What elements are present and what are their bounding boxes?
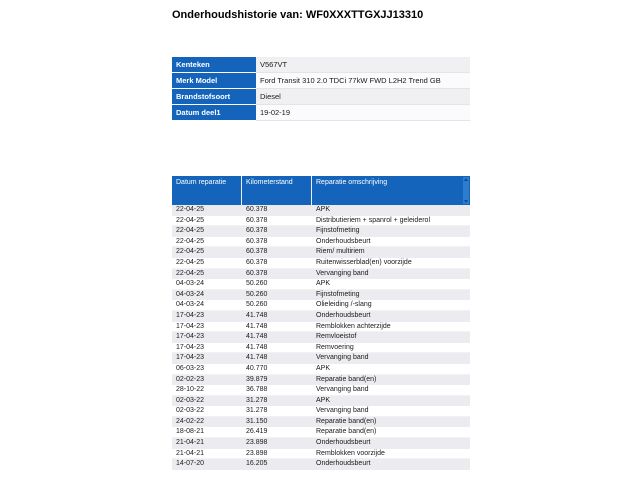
cell-datum-reparatie: 18-08-21 bbox=[176, 428, 205, 436]
page-title: Onderhoudshistorie van: WF0XXXTTGXJJ13310 bbox=[172, 9, 424, 21]
table-row bbox=[172, 216, 470, 227]
cell-datum-reparatie: 17-04-23 bbox=[176, 354, 205, 362]
table-row bbox=[172, 343, 470, 354]
cell-reparatie-omschrijving: Vervanging band bbox=[316, 354, 369, 362]
service-history-table bbox=[172, 176, 470, 470]
cell-kilometerstand: 41.748 bbox=[246, 311, 268, 319]
cell-reparatie-omschrijving: Ruitenwisserblad(en) voorzijde bbox=[316, 258, 412, 266]
column-header-kilometerstand: Kilometerstand bbox=[242, 176, 312, 205]
vehicle-info-value: 19-02-19 bbox=[256, 105, 470, 121]
cell-reparatie-omschrijving: Riem/ multiriem bbox=[316, 248, 365, 256]
cell-datum-reparatie: 06-03-23 bbox=[176, 364, 205, 372]
vehicle-info-table bbox=[172, 57, 470, 121]
cell-kilometerstand: 23.898 bbox=[246, 439, 268, 447]
cell-datum-reparatie: 02-02-23 bbox=[176, 375, 205, 383]
cell-datum-reparatie: 04-03-24 bbox=[176, 280, 205, 288]
table-row bbox=[172, 269, 470, 280]
history-table-header bbox=[172, 176, 470, 205]
cell-reparatie-omschrijving: Onderhoudsbeurt bbox=[316, 311, 371, 319]
cell-kilometerstand: 41.748 bbox=[246, 322, 268, 330]
cell-datum-reparatie: 22-04-25 bbox=[176, 248, 205, 256]
table-row bbox=[172, 279, 470, 290]
cell-kilometerstand: 31.278 bbox=[246, 396, 268, 404]
cell-kilometerstand: 60.378 bbox=[246, 216, 268, 224]
cell-reparatie-omschrijving: Distributieriem + spanrol + geleiderol bbox=[316, 216, 430, 224]
cell-datum-reparatie: 22-04-25 bbox=[176, 269, 205, 277]
vehicle-info-row bbox=[172, 73, 470, 89]
table-row bbox=[172, 205, 470, 216]
cell-datum-reparatie: 04-03-24 bbox=[176, 301, 205, 309]
table-row bbox=[172, 375, 470, 386]
vehicle-info-value: Ford Transit 310 2.0 TDCi 77kW FWD L2H2 Trend GB bbox=[256, 73, 470, 89]
column-header-reparatie-omschrijving: Reparatie omschrijving bbox=[316, 179, 388, 186]
cell-datum-reparatie: 22-04-25 bbox=[176, 206, 205, 213]
cell-datum-reparatie: 22-04-25 bbox=[176, 227, 205, 235]
cell-datum-reparatie: 22-04-25 bbox=[176, 237, 205, 245]
cell-reparatie-omschrijving: Onderhoudsbeurt bbox=[316, 439, 371, 447]
cell-datum-reparatie: 21-04-21 bbox=[176, 449, 205, 457]
scroll-up-icon[interactable] bbox=[464, 178, 468, 181]
cell-kilometerstand: 60.378 bbox=[246, 227, 268, 235]
vertical-scrollbar[interactable] bbox=[463, 177, 469, 204]
cell-datum-reparatie: 21-04-21 bbox=[176, 439, 205, 447]
table-row bbox=[172, 247, 470, 258]
vehicle-info-label: Brandstofsoort bbox=[172, 89, 256, 105]
cell-reparatie-omschrijving: Onderhoudsbeurt bbox=[316, 237, 371, 245]
cell-reparatie-omschrijving: Vervanging band bbox=[316, 386, 369, 394]
vehicle-info-label: Merk Model bbox=[172, 73, 256, 89]
vehicle-info-label: Datum deel1 bbox=[172, 105, 256, 121]
scroll-down-icon[interactable] bbox=[464, 200, 468, 203]
table-row bbox=[172, 322, 470, 333]
cell-kilometerstand: 60.378 bbox=[246, 206, 268, 213]
table-row bbox=[172, 438, 470, 449]
cell-reparatie-omschrijving: Olieleiding /-slang bbox=[316, 301, 372, 309]
column-header-datum-reparatie: Datum reparatie bbox=[172, 176, 242, 205]
cell-datum-reparatie: 22-04-25 bbox=[176, 258, 205, 266]
table-row bbox=[172, 417, 470, 428]
cell-kilometerstand: 39.879 bbox=[246, 375, 268, 383]
cell-kilometerstand: 60.378 bbox=[246, 269, 268, 277]
cell-reparatie-omschrijving: APK bbox=[316, 396, 331, 404]
cell-kilometerstand: 41.748 bbox=[246, 333, 268, 341]
cell-reparatie-omschrijving: APK bbox=[316, 280, 331, 288]
table-row bbox=[172, 226, 470, 237]
cell-reparatie-omschrijving: Reparatie band(en) bbox=[316, 428, 377, 436]
cell-reparatie-omschrijving: Remblokken voorzijde bbox=[316, 449, 385, 457]
cell-reparatie-omschrijving: APK bbox=[316, 364, 331, 372]
cell-kilometerstand: 50.260 bbox=[246, 290, 268, 298]
vehicle-info-row bbox=[172, 105, 470, 121]
cell-datum-reparatie: 17-04-23 bbox=[176, 322, 205, 330]
cell-kilometerstand: 60.378 bbox=[246, 248, 268, 256]
cell-reparatie-omschrijving: Remvoering bbox=[316, 343, 354, 351]
cell-kilometerstand: 31.278 bbox=[246, 407, 268, 415]
cell-datum-reparatie: 14-07-20 bbox=[176, 460, 205, 468]
cell-reparatie-omschrijving: Vervanging band bbox=[316, 269, 369, 277]
vehicle-info-label: Kenteken bbox=[172, 57, 256, 73]
table-row bbox=[172, 300, 470, 311]
table-row bbox=[172, 459, 470, 470]
table-row bbox=[172, 258, 470, 269]
cell-kilometerstand: 41.748 bbox=[246, 354, 268, 362]
vehicle-info-value: Diesel bbox=[256, 89, 470, 105]
table-row bbox=[172, 385, 470, 396]
table-row bbox=[172, 290, 470, 301]
cell-datum-reparatie: 28-10-22 bbox=[176, 386, 205, 394]
cell-reparatie-omschrijving: Remblokken achterzijde bbox=[316, 322, 391, 330]
cell-datum-reparatie: 22-04-25 bbox=[176, 216, 205, 224]
table-row bbox=[172, 332, 470, 343]
history-table-body bbox=[172, 205, 470, 470]
cell-datum-reparatie: 17-04-23 bbox=[176, 311, 205, 319]
cell-reparatie-omschrijving: Reparatie band(en) bbox=[316, 375, 377, 383]
vehicle-info-row bbox=[172, 89, 470, 105]
cell-datum-reparatie: 17-04-23 bbox=[176, 333, 205, 341]
cell-datum-reparatie: 02-03-22 bbox=[176, 407, 205, 415]
cell-kilometerstand: 40.770 bbox=[246, 364, 268, 372]
cell-reparatie-omschrijving: Fijnstofmeting bbox=[316, 290, 360, 298]
table-row bbox=[172, 353, 470, 364]
vehicle-info-value: V567VT bbox=[256, 57, 470, 73]
cell-kilometerstand: 36.788 bbox=[246, 386, 268, 394]
cell-reparatie-omschrijving: APK bbox=[316, 206, 331, 213]
cell-kilometerstand: 60.378 bbox=[246, 258, 268, 266]
cell-reparatie-omschrijving: Remvloeistof bbox=[316, 333, 357, 341]
cell-kilometerstand: 23.898 bbox=[246, 449, 268, 457]
cell-datum-reparatie: 04-03-24 bbox=[176, 290, 205, 298]
table-row bbox=[172, 406, 470, 417]
cell-datum-reparatie: 17-04-23 bbox=[176, 343, 205, 351]
cell-kilometerstand: 26.419 bbox=[246, 428, 268, 436]
cell-kilometerstand: 60.378 bbox=[246, 237, 268, 245]
table-row bbox=[172, 311, 470, 322]
cell-kilometerstand: 31.150 bbox=[246, 417, 268, 425]
cell-reparatie-omschrijving: Fijnstofmeting bbox=[316, 227, 360, 235]
cell-datum-reparatie: 24-02-22 bbox=[176, 417, 205, 425]
table-row bbox=[172, 427, 470, 438]
table-row bbox=[172, 237, 470, 248]
table-row bbox=[172, 364, 470, 375]
table-row bbox=[172, 449, 470, 460]
cell-kilometerstand: 16.205 bbox=[246, 460, 268, 468]
cell-datum-reparatie: 02-03-22 bbox=[176, 396, 205, 404]
cell-kilometerstand: 50.260 bbox=[246, 280, 268, 288]
cell-reparatie-omschrijving: Onderhoudsbeurt bbox=[316, 460, 371, 468]
cell-kilometerstand: 50.260 bbox=[246, 301, 268, 309]
vehicle-info-row bbox=[172, 57, 470, 73]
cell-reparatie-omschrijving: Reparatie band(en) bbox=[316, 417, 377, 425]
table-row bbox=[172, 396, 470, 407]
cell-kilometerstand: 41.748 bbox=[246, 343, 268, 351]
cell-reparatie-omschrijving: Vervanging band bbox=[316, 407, 369, 415]
